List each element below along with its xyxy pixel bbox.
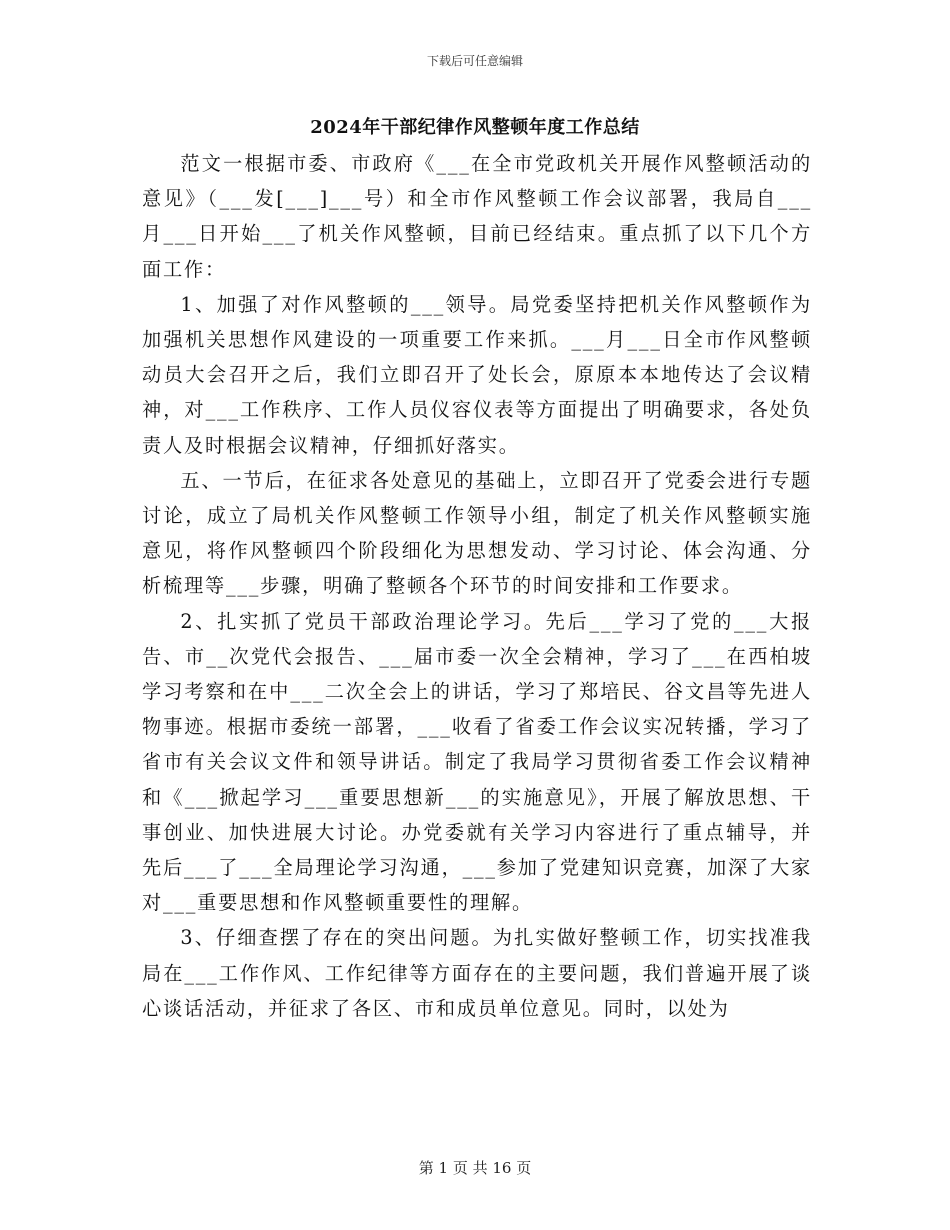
paragraph-item-1: 1、加强了对作风整顿的___领导。局党委坚持把机关作风整顿作为加强机关思想作风建设的一项重要工作来抓。___月___日全市作风整顿动员大会召开之后，我们立即召开了处长会，原原本本地传达了会议精神，对___工作秩序、工作人员仪容仪表等方面提出了明确要求，各处负责人及时根据会议精神，仔细抓好落实。: [142, 292, 812, 457]
paragraph-may-day: 五、一节后，在征求各处意见的基础上，立即召开了党委会进行专题讨论，成立了局机关作风整顿工作领导小组，制定了机关作风整顿实施意见，将作风整顿四个阶段细化为思想发动、学习讨论、体会沟通、分析梳理等___步骤，明确了整顿各个环节的时间安排和工作要求。: [142, 468, 812, 598]
header-note: 下载后可任意编辑: [426, 54, 523, 68]
document-title: 2024年干部纪律作风整顿年度工作总结: [310, 117, 640, 138]
document-body: [142, 146, 812, 1026]
page-number: 第 1 页 共 16 页: [418, 1159, 532, 1177]
paragraph-item-3: 3、仔细查摆了存在的突出问题。为扎实做好整顿工作，切实找准我局在___工作作风、工作纪律等方面存在的主要问题，我们普遍开展了谈心谈话活动，并征求了各区、市和成员单位意见。同时，以处为: [142, 926, 812, 1020]
paragraph-item-2: 2、扎实抓了党员干部政治理论学习。先后___学习了党的___大报告、市__次党代会报告、___届市委一次全会精神，学习了___在西柏坡学习考察和在中___二次全会上的讲话，学习了郑培民、谷文昌等先进人物事迹。根据市委统一部署，___收看了省委工作会议实况转播，学习了省市有关会议文件和领导讲话。制定了我局学习贯彻省委工作会议精神和《___掀起学习___重要思想新___的实施意见》，开展了解放思想、干事创业、加快进展大讨论。办党委就有关学习内容进行了重点辅导，并先后___了___全局理论学习沟通，___参加了党建知识竞赛，加深了大家对___重要思想和作风整顿重要性的理解。: [142, 609, 812, 915]
paragraph-intro: 范文一根据市委、市政府《___在全市党政机关开展作风整顿活动的意见》（___发[___]___号）和全市作风整顿工作会议部署，我局自___月___日开始___了机关作风整顿，目前已经结束。重点抓了以下几个方面工作：: [142, 152, 812, 281]
